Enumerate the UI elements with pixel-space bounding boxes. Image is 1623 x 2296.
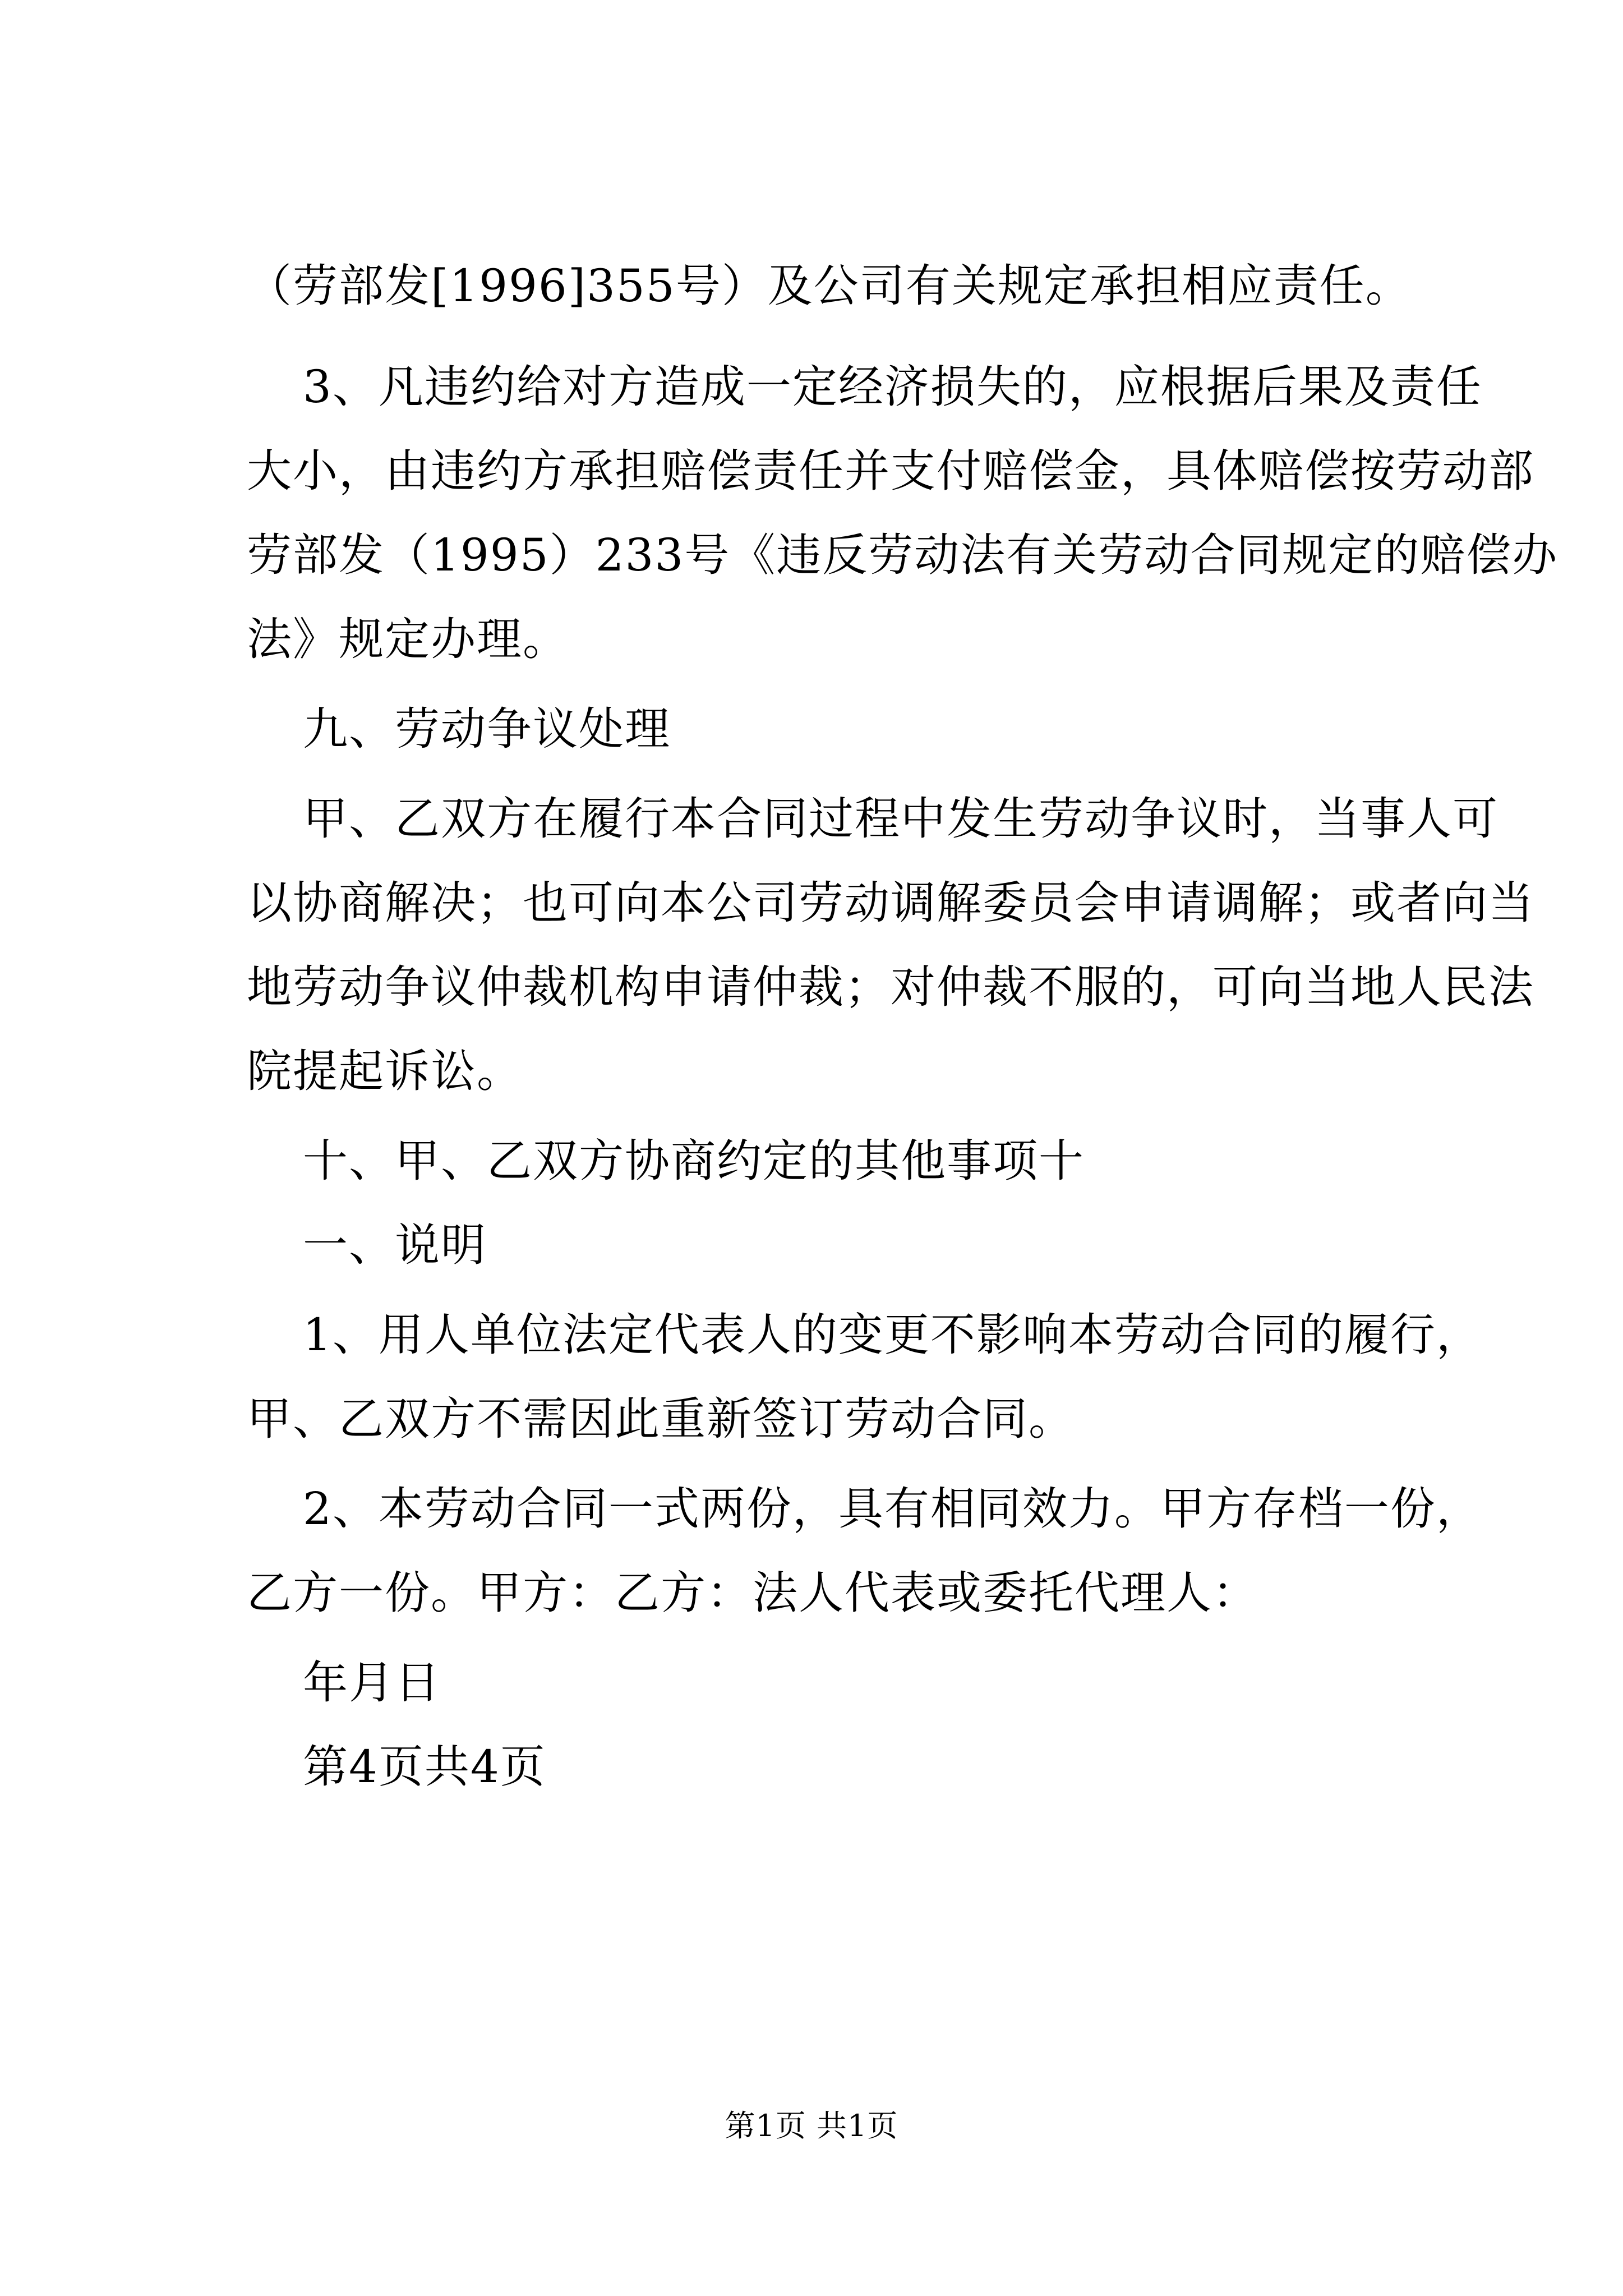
- date-line: 年月日: [303, 1657, 441, 1709]
- section-heading: 十、甲、乙双方协商约定的其他事项十: [303, 1135, 1085, 1187]
- text-line: 乙方一份。甲方：乙方：法人代表或委托代理人：: [247, 1567, 1258, 1619]
- text-line: 地劳动争议仲裁机构申请仲裁；对仲裁不服的，可向当地人民法: [247, 961, 1534, 1013]
- text-line: 大小，由违约方承担赔偿责任并支付赔偿金，具体赔偿按劳动部: [247, 445, 1534, 497]
- text-line: 甲、乙双方不需因此重新签订劳动合同。: [247, 1393, 1075, 1445]
- text-line: 以协商解决；也可向本公司劳动调解委员会申请调解；或者向当: [247, 877, 1534, 929]
- section-heading: 九、劳动争议处理: [303, 703, 671, 755]
- page-count-line: 第4页共4页: [303, 1741, 546, 1793]
- text-line: （劳部发[1996]355号）及公司有关规定承担相应责任。: [247, 260, 1412, 312]
- text-line: 甲、乙双方在履行本合同过程中发生劳动争议时，当事人可: [303, 793, 1498, 845]
- text-line: 3、凡违约给对方造成一定经济损失的，应根据后果及责任: [303, 361, 1482, 413]
- text-line: 劳部发（1995）233号《违反劳动法有关劳动合同规定的赔偿办: [247, 529, 1559, 581]
- page-footer: 第1页 共1页: [725, 2108, 898, 2143]
- text-line: 2、本劳动合同一式两份，具有相同效力。甲方存档一份，: [303, 1483, 1482, 1535]
- text-line: 1、用人单位法定代表人的变更不影响本劳动合同的履行，: [303, 1309, 1482, 1361]
- text-line: 法》规定办理。: [247, 613, 569, 665]
- section-heading: 一、说明: [303, 1219, 487, 1271]
- text-line: 院提起诉讼。: [247, 1045, 523, 1097]
